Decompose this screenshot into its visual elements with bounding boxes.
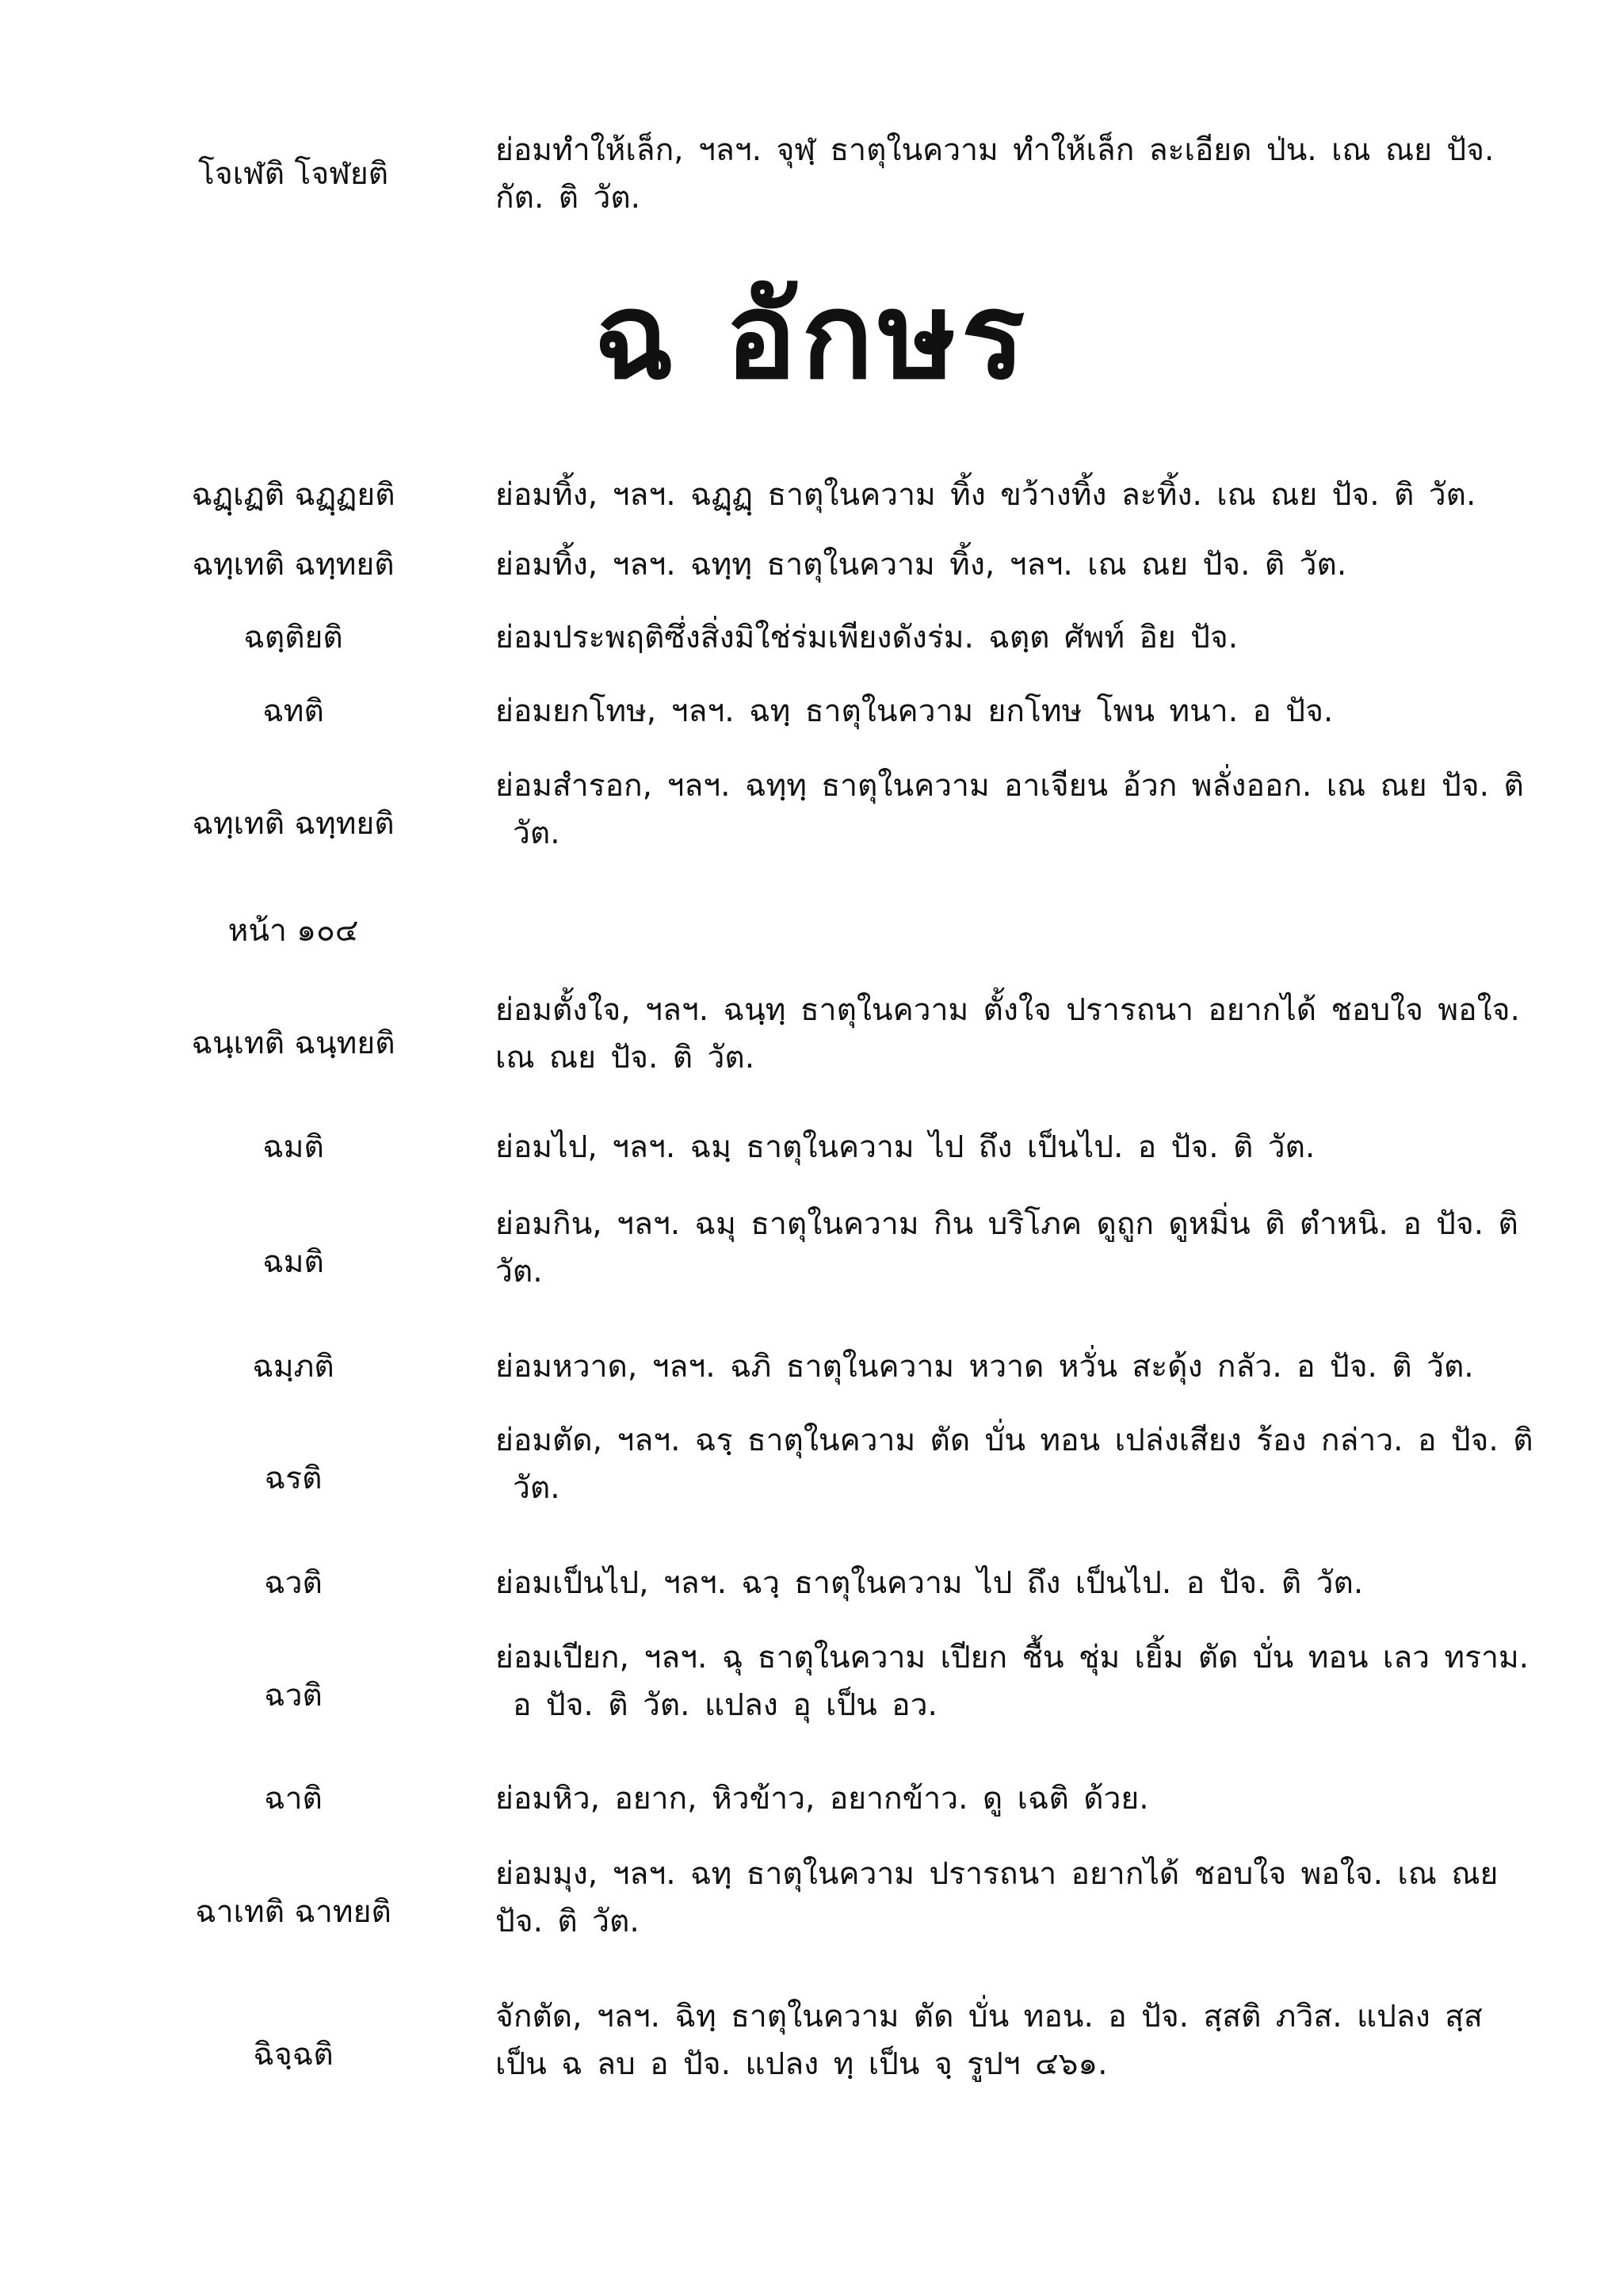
definition-line: ย่อมตัด, ฯลฯ. ฉรฺ ธาตุในความ ตัด บั่น ทอน เปล่งเสียง ร้อง กล่าว. อ ปัจ. ติ (495, 1423, 1533, 1458)
entry-definition (495, 541, 1573, 589)
definition-line: จักตัด, ฯลฯ. ฉิทฺ ธาตุในความ ตัด บั่น ทอน. อ ปัจ. สฺสติ ภวิส. แปลง สฺส (495, 1999, 1483, 2034)
definition-line: ย่อมประพฤติซึ่งสิ่งมิใช่ร่มเพียงดังร่ม. ฉตฺต ศัพท์ อิย ปัจ. (495, 620, 1239, 655)
entry-term: ฉทฺเทติ ฉทฺทยติ (192, 806, 395, 842)
definition-line: ย่อมเปียก, ฯลฯ. ฉุ ธาตุในความ เปียก ชื้น ชุ่ม เยิ้ม ตัด บั่น ทอน เลว ทราม. (495, 1640, 1529, 1675)
entry-term: โจเฬติ โจฬยติ (197, 156, 389, 192)
definition-line: ย่อมกิน, ฯลฯ. ฉมุ ธาตุในความ กิน บริโภค ดูถูก ดูหมิ่น ติ ตำหนิ. อ ปัจ. ติ (495, 1206, 1518, 1242)
entry-term: ฉทติ (262, 693, 324, 729)
entry-term: ฉตฺติยติ (243, 620, 343, 655)
entry-definition (495, 1560, 1573, 1607)
entry-definition (495, 1993, 1573, 2088)
definition-line: ย่อมมุง, ฯลฯ. ฉทฺ ธาตุในความ ปรารถนา อยากได้ ชอบใจ พอใจ. เณ ณย (495, 1856, 1499, 1892)
section-heading: ฉ อักษร (593, 268, 1030, 406)
definition-line: ย่อมหวาด, ฯลฯ. ฉภิ ธาตุในความ หวาด หวั่น สะดุ้ง กลัว. อ ปัจ. ติ วัต. (495, 1349, 1474, 1385)
entry-definition (495, 1634, 1573, 1729)
definition-line: ย่อมไป, ฯลฯ. ฉมฺ ธาตุในความ ไป ถึง เป็นไป. อ ปัจ. ติ วัต. (495, 1129, 1316, 1165)
definition-line: ย่อมตั้งใจ, ฯลฯ. ฉนฺทฺ ธาตุในความ ตั้งใจ ปรารถนา อยากได้ ชอบใจ พอใจ. (495, 992, 1520, 1028)
entry-term: ฉมติ (262, 1244, 324, 1280)
definition-line: ย่อมทำให้เล็ก, ฯลฯ. จุฬฺ ธาตุในความ ทำให้เล็ก ละเอียด ป่น. เณ ณย ปัจ. (495, 132, 1495, 168)
entry-term: ฉิจฺฉติ (253, 2037, 334, 2073)
entry-definition (495, 1775, 1573, 1823)
entry-definition (495, 688, 1573, 735)
definition-line: ย่อมทิ้ง, ฯลฯ. ฉทฺทฺ ธาตุในความ ทิ้ง, ฯลฯ. เณ ณย ปัจ. ติ วัต. (495, 547, 1347, 583)
definition-line: วัต. (513, 1470, 560, 1506)
definition-line: ย่อมสำรอก, ฯลฯ. ฉทฺทฺ ธาตุในความ อาเจียน อ้วก พลั่งออก. เณ ณย ปัจ. ติ (495, 768, 1524, 804)
entry-term: ฉวติ (264, 1678, 323, 1713)
entry-definition (495, 1124, 1573, 1171)
definition-line: ย่อมเป็นไป, ฯลฯ. ฉวฺ ธาตุในความ ไป ถึง เป็นไป. อ ปัจ. ติ วัต. (495, 1565, 1364, 1601)
entry-definition (495, 1851, 1573, 1946)
definition-line: วัต. (513, 816, 560, 851)
definition-line: กัต. ติ วัต. (495, 180, 641, 216)
entry-definition (495, 127, 1573, 222)
entry-definition (495, 987, 1573, 1082)
entry-term: ฉรติ (264, 1461, 323, 1496)
entry-definition (495, 762, 1573, 858)
entry-term: ฉาติ (264, 1781, 323, 1817)
entry-term: ฉมฺภติ (252, 1349, 334, 1385)
entry-definition (495, 1417, 1573, 1512)
entry-definition (495, 472, 1573, 519)
definition-line: ย่อมหิว, อยาก, หิวข้าว, อยากข้าว. ดู เฉติ ด้วย. (495, 1781, 1149, 1817)
entry-definition (495, 1343, 1573, 1391)
definition-line: วัต. (495, 1254, 543, 1289)
definition-line: เณ ณย ปัจ. ติ วัต. (495, 1040, 755, 1075)
entry-definition (495, 1201, 1573, 1296)
definition-line: ย่อมยกโทษ, ฯลฯ. ฉทฺ ธาตุในความ ยกโทษ โพน ทนา. อ ปัจ. (495, 693, 1334, 729)
definition-line: ย่อมทิ้ง, ฯลฯ. ฉฏฺฏฺ ธาตุในความ ทิ้ง ขว้างทิ้ง ละทิ้ง. เณ ณย ปัจ. ติ วัต. (495, 477, 1476, 513)
page-number-marker: หน้า ๑๐๔ (227, 913, 359, 949)
entry-term: ฉวติ (264, 1565, 323, 1601)
definition-line: ปัจ. ติ วัต. (495, 1904, 640, 1939)
entry-term: ฉนฺเทติ ฉนฺทยติ (191, 1026, 395, 1061)
entry-term: ฉมติ (262, 1129, 324, 1165)
entry-term: ฉาเทติ ฉาทยติ (195, 1894, 391, 1930)
definition-line: เป็น ฉ ลบ อ ปัจ. แปลง ทฺ เป็น จฺ รูปฯ ๔๖๑. (495, 2046, 1108, 2082)
entry-term: ฉทฺเทติ ฉทฺทยติ (192, 547, 395, 583)
entry-term: ฉฏฺเฏติ ฉฏฺฏยติ (191, 477, 395, 513)
definition-line: อ ปัจ. ติ วัต. แปลง อุ เป็น อว. (513, 1687, 938, 1723)
entry-definition (495, 614, 1573, 662)
